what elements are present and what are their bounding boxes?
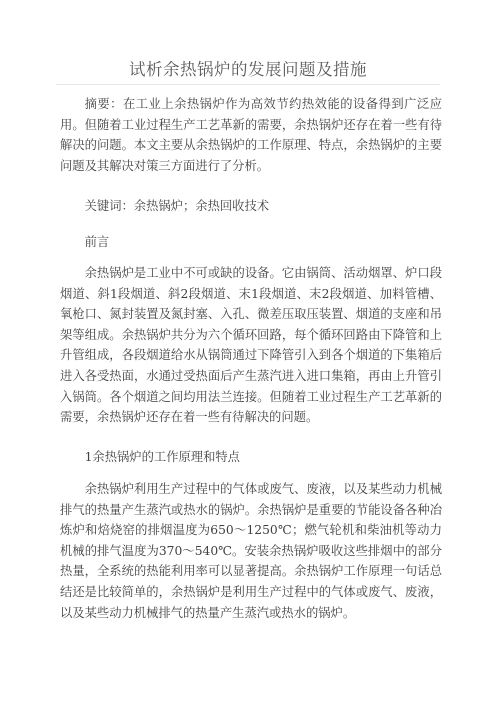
preface-paragraph: 余热锅炉是工业中不可或缺的设备。它由锅筒、活动烟罩、炉口段烟道、斜1段烟道、斜2段烟道、末1段烟道、末2段烟道、加料管槽、氧枪口、氮封装置及氮封塞、入孔、微差压取压装置、烟道的支座和吊架等组成。余热锅炉共分为六个循环回路，每个循环回路由下降管和上升管组成，各段烟道给水从锅筒通过下降管引入到各个烟道的下集箱后进入各受热面，水通过受热面后产生蒸汽进入进口集箱，再由上升管引入锅筒。各个烟道之间均用法兰连接。但随着工业过程生产工艺革新的需要，余热锅炉还存在着一些有待解决的问题。 [60, 266, 442, 425]
keywords-line: 关键词：余热锅炉；余热回收技术 [84, 199, 270, 213]
section-1-paragraph: 余热锅炉利用生产过程中的气体或废气、废液，以及某些动力机械排气的热量产生蒸汽或热水的锅炉。余热锅炉是重要的节能设备各种冶炼炉和焙烧窑的排烟温度为650～1250℃；燃气轮机和柴油机等动力机械的排气温度为370～540℃。安装余热锅炉吸收这些排烟中的部分热量，全系统的热能利用率可以显著提高。余热锅炉工作原理一句话总结还是比较简单的，余热锅炉是利用生产过程中的气体或废气、废液，以及某些动力机械排气的热量产生蒸汽或热水的锅炉。 [60, 482, 442, 620]
document-title: 试析余热锅炉的发展问题及措施 [129, 60, 367, 79]
section-1-heading: 1余热锅炉的工作原理和特点 [84, 450, 240, 464]
abstract-paragraph: 摘要：在工业上余热锅炉作为高效节约热效能的设备得到广泛应用。但随着工业过程生产工艺革新的需要，余热锅炉还存在着一些有待解决的问题。本文主要从余热锅炉的工作原理、特点，余热锅炉的主要问题及其解决对策三方面进行了分析。 [60, 97, 442, 173]
preface-heading: 前言 [84, 235, 110, 249]
title-divider [56, 84, 440, 85]
